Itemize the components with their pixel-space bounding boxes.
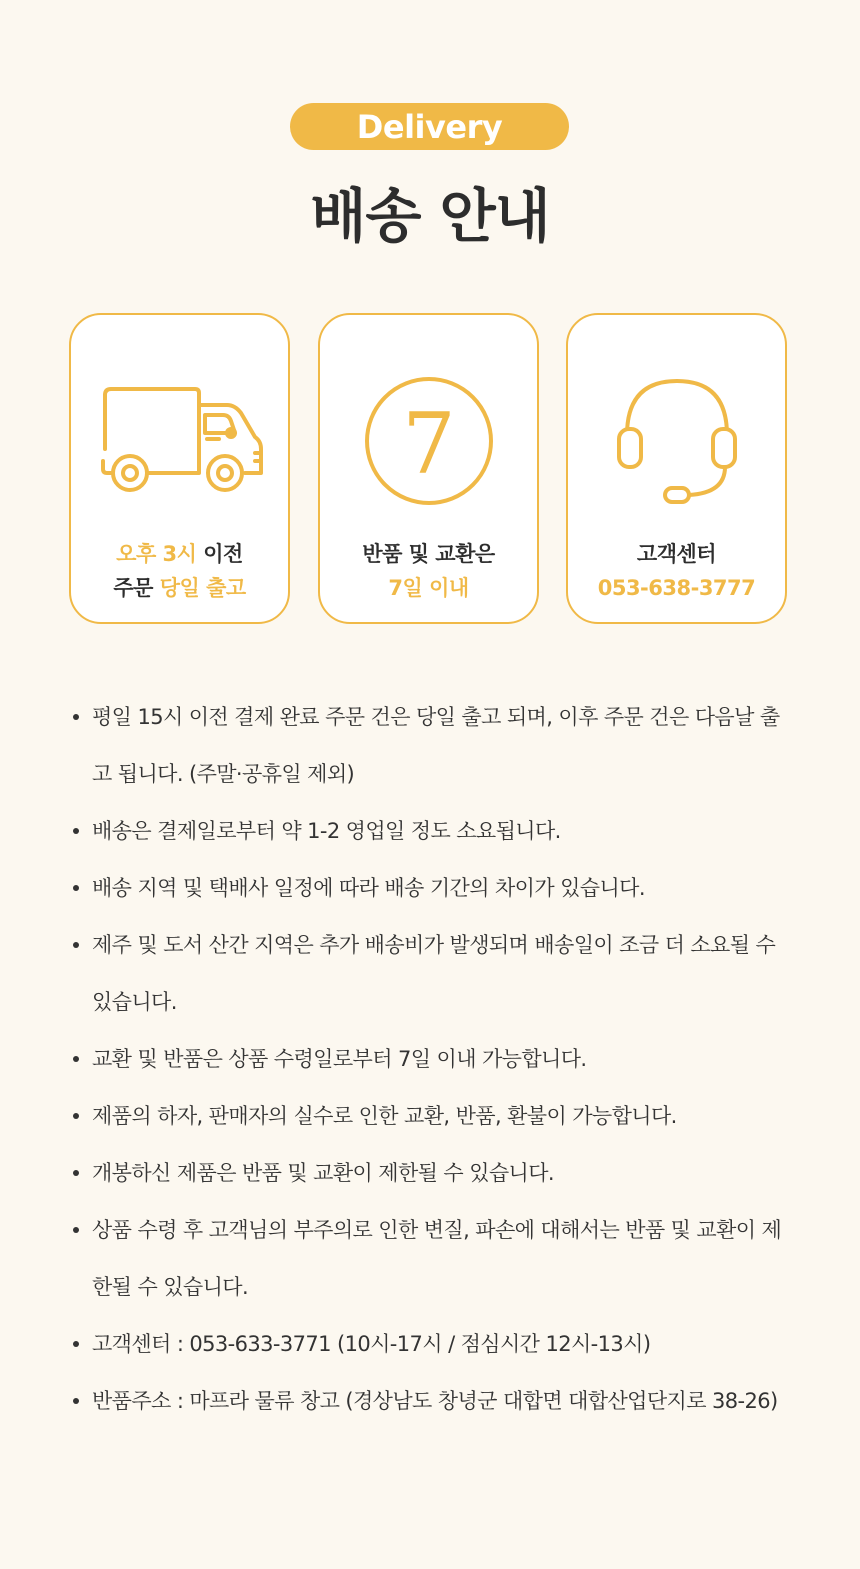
customer-center-card — [566, 313, 787, 624]
return-exchange-line1: 반품 및 교환은 — [362, 542, 495, 566]
page-title: 배송 안내 — [310, 182, 550, 250]
return-exchange-line2: 7일 이내 — [388, 576, 469, 600]
caption-time-suffix: 이전 — [196, 542, 243, 566]
caption-order-prefix: 주문 — [113, 576, 160, 600]
same-day-shipping-caption — [71, 537, 288, 605]
customer-center-label: 고객센터 — [636, 542, 717, 566]
list-item: 교환 및 반품은 상품 수령일로부터 7일 이내 가능합니다. — [68, 1031, 798, 1088]
list-item: 배송은 결제일로부터 약 1-2 영업일 정도 소요됩니다. — [68, 803, 798, 860]
same-day-shipping-card — [69, 313, 290, 624]
list-item: 평일 15시 이전 결제 완료 주문 건은 당일 출고 되며, 이후 주문 건은 다음날 출고 됩니다. (주말·공휴일 제외) — [68, 689, 798, 803]
return-exchange-card — [318, 313, 539, 624]
list-item: 제주 및 도서 산간 지역은 추가 배송비가 발생되며 배송일이 조금 더 소요될 수 있습니다. — [68, 917, 798, 1031]
delivery-truck-icon — [71, 375, 288, 515]
caption-same-day-highlight: 당일 출고 — [159, 576, 246, 600]
return-exchange-caption — [320, 537, 537, 605]
list-item: 제품의 하자, 판매자의 실수로 인한 교환, 반품, 환불이 가능합니다. — [68, 1088, 798, 1145]
headset-icon — [568, 375, 785, 515]
customer-center-phone: 053-638-3777 — [597, 576, 756, 600]
delivery-notes-list — [68, 689, 798, 1430]
number-seven-circle-icon — [320, 375, 537, 515]
list-item: 반품주소 : 마프라 물류 창고 (경상남도 창녕군 대합면 대합산업단지로 38-26) — [68, 1373, 798, 1430]
customer-center-caption — [568, 537, 785, 605]
list-item: 고객센터 : 053-633-3771 (10시-17시 / 점심시간 12시-13시) — [68, 1316, 798, 1373]
list-item: 상품 수령 후 고객님의 부주의로 인한 변질, 파손에 대해서는 반품 및 교환이 제한될 수 있습니다. — [68, 1202, 798, 1316]
caption-time-highlight: 오후 3시 — [116, 542, 197, 566]
delivery-badge-label: Delivery — [356, 107, 503, 146]
seven-glyph: 7 — [401, 395, 456, 493]
delivery-badge — [290, 103, 569, 150]
list-item: 개봉하신 제품은 반품 및 교환이 제한될 수 있습니다. — [68, 1145, 798, 1202]
list-item: 배송 지역 및 택배사 일정에 따라 배송 기간의 차이가 있습니다. — [68, 860, 798, 917]
